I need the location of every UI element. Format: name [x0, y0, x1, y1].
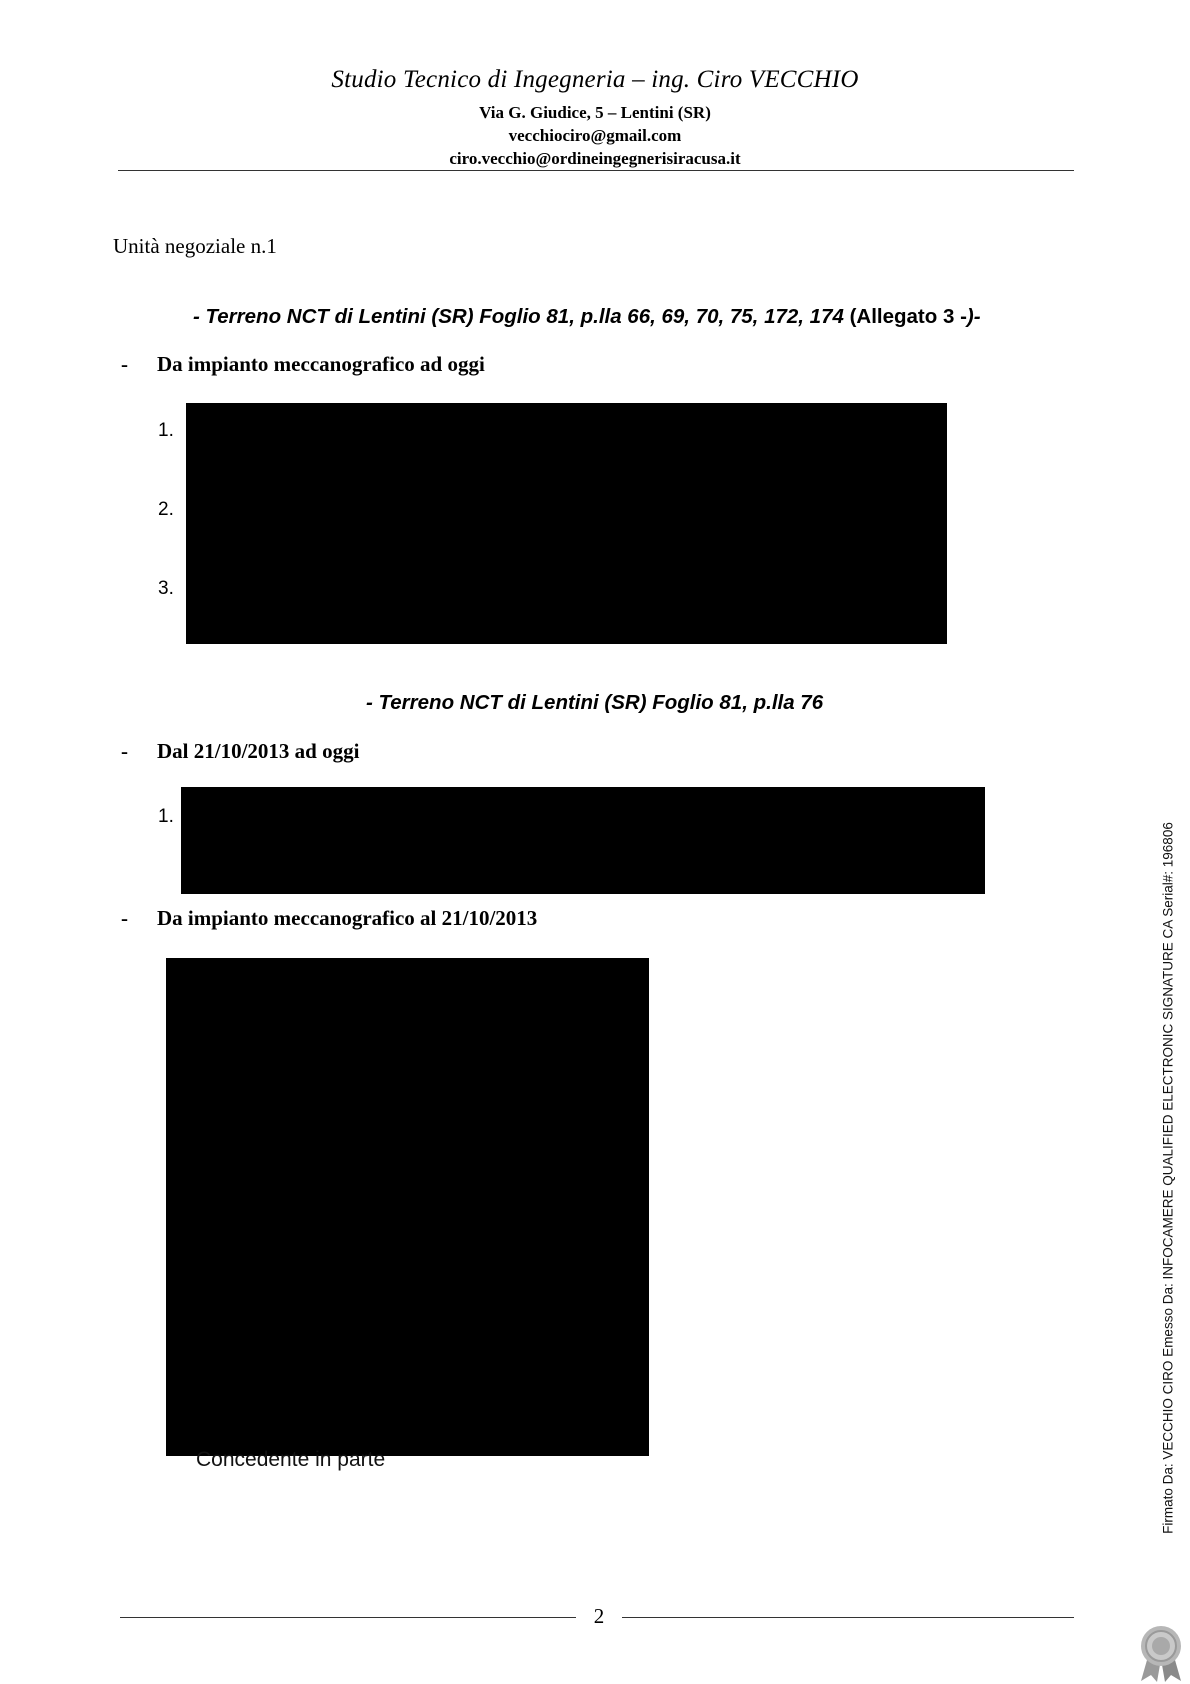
section-2-title: - Terreno NCT di Lentini (SR) Foglio 81, p.lla 76: [366, 691, 824, 714]
page-number: 2: [593, 1604, 605, 1628]
header-divider: [118, 170, 1074, 171]
section-1-title-end: )-: [966, 305, 981, 328]
redaction-block: [166, 958, 649, 1456]
section-1-bullet-text: Da impianto meccanografico ad oggi: [157, 352, 485, 376]
studio-title: Studio Tecnico di Ingegneria – ing. Ciro VECCHIO: [331, 66, 859, 93]
section-2-bullet-1-text: Dal 21/10/2013 ad oggi: [157, 739, 360, 763]
studio-address: Via G. Giudice, 5 – Lentini (SR): [479, 103, 711, 122]
list-item-number: 3.: [158, 578, 174, 599]
studio-pec-email: ciro.vecchio@ordineingegnerisiracusa.it: [449, 149, 741, 168]
section-1-title-allegato: (Allegato 3 -: [849, 305, 967, 328]
award-seal-icon: [1135, 1625, 1187, 1683]
footer-divider-left: [120, 1617, 576, 1618]
section-2-bullet-1: [121, 739, 359, 764]
footer-divider-right: [622, 1617, 1074, 1618]
redaction-block: [181, 787, 985, 894]
section-2-bullet-2-text: Da impianto meccanografico al 21/10/2013: [157, 906, 538, 930]
digital-signature-note: Firmato Da: VECCHIO CIRO Emesso Da: INFOCAMERE QUALIFIED ELECTRONIC SIGNATURE CA Serial#: 196806: [1160, 822, 1176, 1534]
redaction-block: [186, 403, 947, 644]
bullet-dash: -: [121, 352, 128, 376]
list-item-number: 1.: [158, 420, 174, 441]
section-1-title-main: - Terreno NCT di Lentini (SR) Foglio 81, p.lla 66, 69, 70, 75, 172, 174: [193, 305, 850, 328]
section-1-bullet: [121, 352, 485, 377]
section-2-bullet-2: [121, 906, 537, 931]
unit-label: Unità negoziale n.1: [113, 234, 277, 258]
bullet-dash: -: [121, 739, 128, 763]
list-item-number: 2.: [158, 499, 174, 520]
bullet-dash: -: [121, 906, 128, 930]
studio-email: vecchiociro@gmail.com: [508, 126, 682, 145]
trailing-text: Concedente in parte: [196, 1448, 386, 1471]
section-1-title: [193, 305, 981, 329]
list-item-number: 1.: [158, 806, 174, 827]
